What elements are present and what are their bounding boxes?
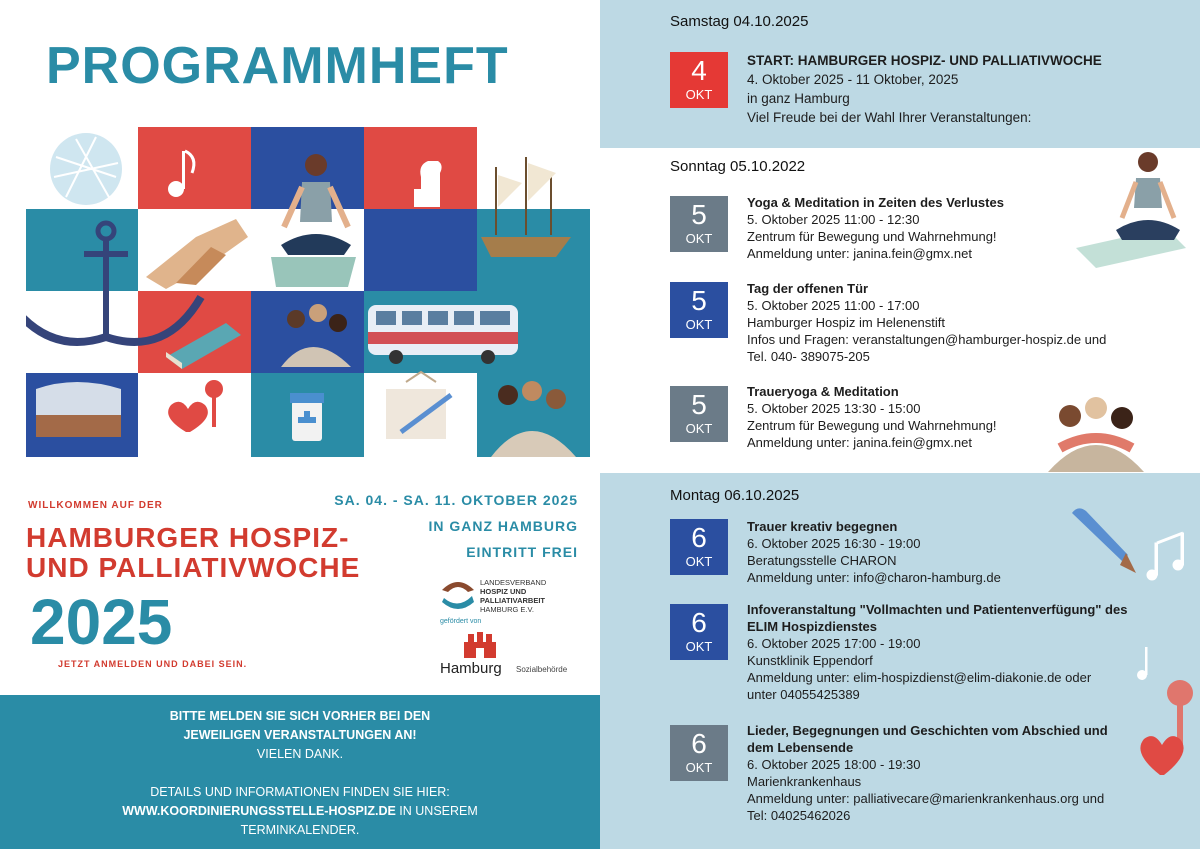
hamburg-name: Hamburg [440,660,502,677]
landesverband-text [480,578,590,614]
badge-day: 5 [691,199,707,230]
group-hug-illustration [1040,388,1152,472]
sponsor-label: gefördert von [440,618,482,625]
badge-month: OKT [685,231,713,246]
day-section-monday [600,473,1200,849]
day-heading: Sonntag 05.10.2022 [670,158,806,175]
event-line: 4. Oktober 2025 - 11 Oktober, 2025 [747,72,959,87]
headline-line-1: HAMBURGER HOSPIZ- [26,522,350,553]
event-headline [26,523,360,583]
date-badge [670,519,728,575]
badge-day: 4 [691,55,707,86]
date-badge [670,725,728,781]
event-info [334,487,578,565]
music-note-icon [1137,647,1148,680]
date-badge [670,196,728,252]
event-year: 2025 [30,586,173,658]
event-line: 6. Oktober 2025 18:00 - 19:30 [747,757,921,772]
badge-month: OKT [685,317,713,332]
day-heading: Samstag 04.10.2025 [670,13,809,30]
event-line: 5. Oktober 2025 13:30 - 15:00 [747,401,921,416]
badge-day: 6 [691,728,707,759]
event-title: Infoveranstaltung "Vollmachten und Patientenverfügung" des ELIM Hospizdienstes [747,602,1128,634]
band-line-1: BITTE MELDEN SIE SICH VORHER BEI DEN [169,709,431,723]
badge-month: OKT [685,760,713,775]
event-line: Viel Freude bei der Wahl Ihrer Veranstaltungen: [747,110,1032,125]
badge-month: OKT [685,421,713,436]
event-line: Anmeldung unter: elim-hospizdienst@elim-diakonie.de oder unter 04055425389 [747,670,1092,702]
badge-month: OKT [685,554,713,569]
music-note-icon [1147,533,1184,580]
elbphilharmonie-icon [36,382,121,437]
event-entry [747,280,1167,365]
day-heading: Montag 06.10.2025 [670,487,800,504]
event-line: 5. Oktober 2025 11:00 - 12:30 [747,212,920,227]
band-line-4: DETAILS UND INFORMATIONEN FINDEN SIE HIER: [150,785,450,799]
yoga-illustration [1076,148,1200,268]
hamburg-castle-icon [460,632,500,658]
event-line: Hamburger Hospiz im Helenenstift [747,315,945,330]
lv-line-1: LANDESVERBAND [480,578,547,587]
info-band [0,695,600,849]
event-title: START: HAMBURGER HOSPIZ- UND PALLIATIVWOCHE [747,53,1102,68]
event-line: 6. Oktober 2025 16:30 - 19:00 [747,536,921,551]
event-title: Trauer kreativ begegnen [747,519,898,534]
event-dates: SA. 04. - SA. 11. OKTOBER 2025 [334,492,578,508]
date-badge [670,52,728,108]
paintbrush-notes-illustration [1070,503,1200,583]
event-line: 5. Oktober 2025 11:00 - 17:00 [747,298,920,313]
badge-day: 6 [691,607,707,638]
welcome-text: WILLKOMMEN AUF DER [28,500,163,511]
page-title: PROGRAMMHEFT [46,37,509,95]
event-entry [747,51,1167,127]
event-place: IN GANZ HAMBURG [428,518,578,534]
event-title: Yoga & Meditation in Zeiten des Verlustes [747,195,1004,210]
event-line: in ganz Hamburg [747,91,850,106]
event-line: Marienkrankenhaus [747,774,862,789]
badge-day: 5 [691,389,707,420]
event-title: Lieder, Begegnungen und Geschichten vom Abschied und dem Lebensende [747,723,1108,755]
landesverband-logo [440,576,590,616]
day-section-sunday [600,148,1200,473]
medicine-bottle-icon [290,393,324,441]
date-badge [670,604,728,660]
band-line-2: JEWEILIGEN VERANSTALTUNGEN AN! [183,728,417,742]
lv-line-3: HAMBURG E.V. [480,605,534,614]
headline-line-2: UND PALLIATIVWOCHE [26,552,361,583]
band-line-5-rest: IN UNSEREM [395,804,478,818]
event-line: Tel. 040- 389075-205 [747,349,870,364]
event-line: Zentrum für Bewegung und Wahrnehmung! [747,418,997,433]
event-title: Tag der offenen Tür [747,281,869,296]
badge-day: 6 [691,522,707,553]
badge-month: OKT [685,87,713,102]
event-entry: EINTRITT FREI [466,544,578,560]
event-line: Anmeldung unter: palliativecare@marienkrankenhaus.org und [747,791,1105,806]
event-line: Anmeldung unter: janina.fein@gmx.net [747,246,972,261]
event-line: Infos und Fragen: veranstaltungen@hamburger-hospiz.de und [747,332,1107,347]
hamburg-logo [440,632,600,682]
event-line: Anmeldung unter: info@charon-hamburg.de [747,570,1001,585]
event-entry [747,601,1147,703]
signup-callout: JETZT ANMELDEN UND DABEI SEIN. [58,659,248,669]
illustration-grid [26,127,590,457]
event-entry [747,722,1127,824]
event-line: Beratungsstelle CHARON [747,553,897,568]
event-title: Traueryoga & Meditation [747,384,899,399]
event-line: 6. Oktober 2025 17:00 - 19:00 [747,636,921,651]
heart-microphone-illustration [1130,643,1200,783]
band-line-5 [0,802,600,821]
event-line: Zentrum für Bewegung und Wahrnehmung! [747,229,997,244]
landesverband-logo-icon [440,576,476,612]
event-line: Anmeldung unter: janina.fein@gmx.net [747,435,972,450]
badge-month: OKT [685,639,713,654]
badge-day: 5 [691,285,707,316]
lv-line-2: HOSPIZ UND PALLIATIVARBEIT [480,587,545,605]
band-line-3: VIELEN DANK. [256,747,344,761]
event-line: Tel: 04025462026 [747,808,851,823]
website-link[interactable]: WWW.KOORDINIERUNGSSTELLE-HOSPIZ.DE [122,804,396,818]
date-badge [670,386,728,442]
sozialbehoerde: Sozialbehörde [516,665,568,674]
date-badge [670,282,728,338]
band-line-6: TERMINKALENDER. [240,823,360,837]
event-line: Kunstklinik Eppendorf [747,653,873,668]
city-map-icon [50,133,122,205]
right-page [600,0,1200,849]
day-section-saturday [600,0,1200,148]
